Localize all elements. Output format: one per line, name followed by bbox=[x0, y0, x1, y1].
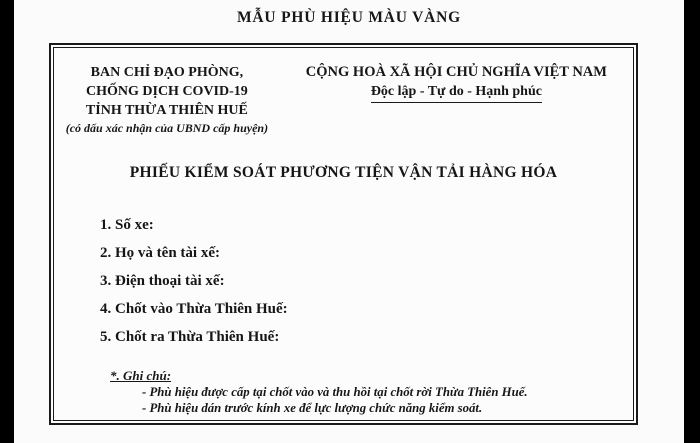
form-field-driver-name: 2. Họ và tên tài xế: bbox=[100, 245, 220, 261]
form-title: PHIẾU KIỂM SOÁT PHƯƠNG TIỆN VẬN TẢI HÀNG HÓA bbox=[129, 164, 558, 181]
letterbox-bar-left bbox=[0, 0, 14, 443]
national-motto: Độc lập - Tự do - Hạnh phúc bbox=[371, 84, 542, 103]
page-title: MẪU PHÙ HIỆU MÀU VÀNG bbox=[236, 9, 462, 26]
national-title: CỘNG HOÀ XÃ HỘI CHỦ NGHĨA VIỆT NAM bbox=[305, 64, 607, 80]
authority-line-3: TỈNH THỪA THIÊN HUẾ bbox=[85, 103, 248, 118]
authority-stamp-note: (có dấu xác nhận của UBND cấp huyện) bbox=[65, 121, 269, 135]
form-field-checkpoint-in: 4. Chốt vào Thừa Thiên Huế: bbox=[100, 301, 288, 317]
document-header bbox=[54, 63, 633, 136]
note-item-1: - Phù hiệu được cấp tại chốt vào và thu hồi tại chốt rời Thừa Thiên Huế. bbox=[142, 385, 528, 399]
form-field-vehicle-number: 1. Số xe: bbox=[100, 217, 154, 233]
notes-section bbox=[110, 368, 623, 416]
issuing-authority bbox=[54, 63, 280, 136]
document-border-inner bbox=[53, 47, 634, 421]
authority-line-2: CHỐNG DỊCH COVID-19 bbox=[86, 84, 248, 99]
note-item-2: - Phù hiệu dán trước kính xe để lực lượng chức năng kiểm soát. bbox=[142, 401, 483, 415]
form-field-driver-phone: 3. Điện thoại tài xế: bbox=[100, 273, 225, 289]
form-field-checkpoint-out: 5. Chốt ra Thừa Thiên Huế: bbox=[100, 329, 280, 345]
national-header bbox=[280, 63, 633, 136]
form-fields bbox=[100, 216, 288, 356]
notes-heading: *. Ghi chú: bbox=[110, 368, 172, 383]
document-frame bbox=[49, 43, 638, 425]
letterbox-bar-right bbox=[684, 0, 700, 443]
authority-line-1: BAN CHỈ ĐẠO PHÒNG, bbox=[90, 65, 244, 80]
